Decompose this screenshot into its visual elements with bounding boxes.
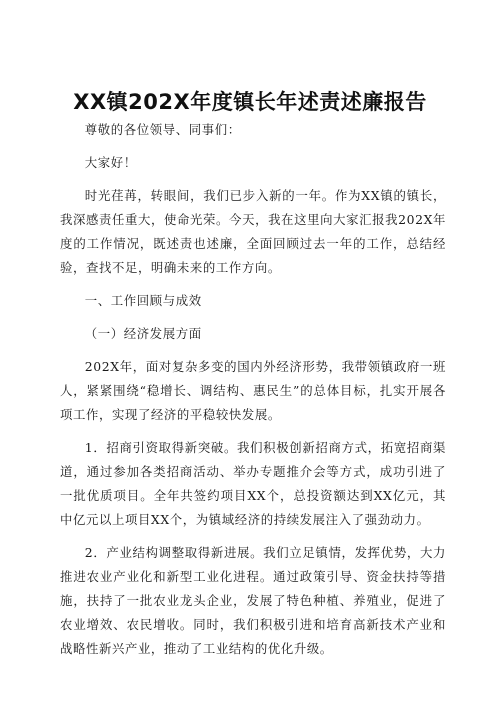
subsection-heading: （一）经济发展方面 [84,326,202,341]
economy-paragraph: 202X年，面对复杂多变的国内外经济形势，我带领镇政府一班人，紧紧围绕“稳增长、调结构、惠民生”的总体目标，扎实开展各项工作，实现了经济的平稳较快发展。 [60,359,446,422]
document-title: XX镇202X年度镇长年述责述廉报告 [73,90,427,114]
salutation: 尊敬的各位领导、同事们： [84,122,241,137]
greeting: 大家好！ [84,155,137,170]
list-item-2: 2．产业结构调整取得新进展。我们立足镇情，发挥优势，大力推进农业产业化和新型工业化进程。通过政策引导、资金扶持等措施，扶持了一批农业龙头企业，发展了特色种植、养殖业，促进了农业增效、农民增收。同时，我们积极引进和培育高新技术产业和战略性新兴产业，推动了工业结构的优化升级。 [60,545,446,656]
section-heading: 一、工作回顾与成效 [84,293,202,308]
document-body [60,118,446,670]
intro-paragraph: 时光荏苒，转眼间，我们已步入新的一年。作为XX镇的镇长，我深感责任重大，使命光荣。今天，我在这里向大家汇报我202X年度的工作情况，既述责也述廉，全面回顾过去一年的工作，总结经验，查找不足，明确未来的工作方向。 [60,188,446,275]
list-item-1: 1．招商引资取得新突破。我们积极创新招商方式，拓宽招商渠道，通过参加各类招商活动、举办专题推介会等方式，成功引进了一批优质项目。全年共签约项目XX个，总投资额达到XX亿元，其中亿元以上项目XX个，为镇域经济的持续发展注入了强劲动力。 [60,440,446,527]
